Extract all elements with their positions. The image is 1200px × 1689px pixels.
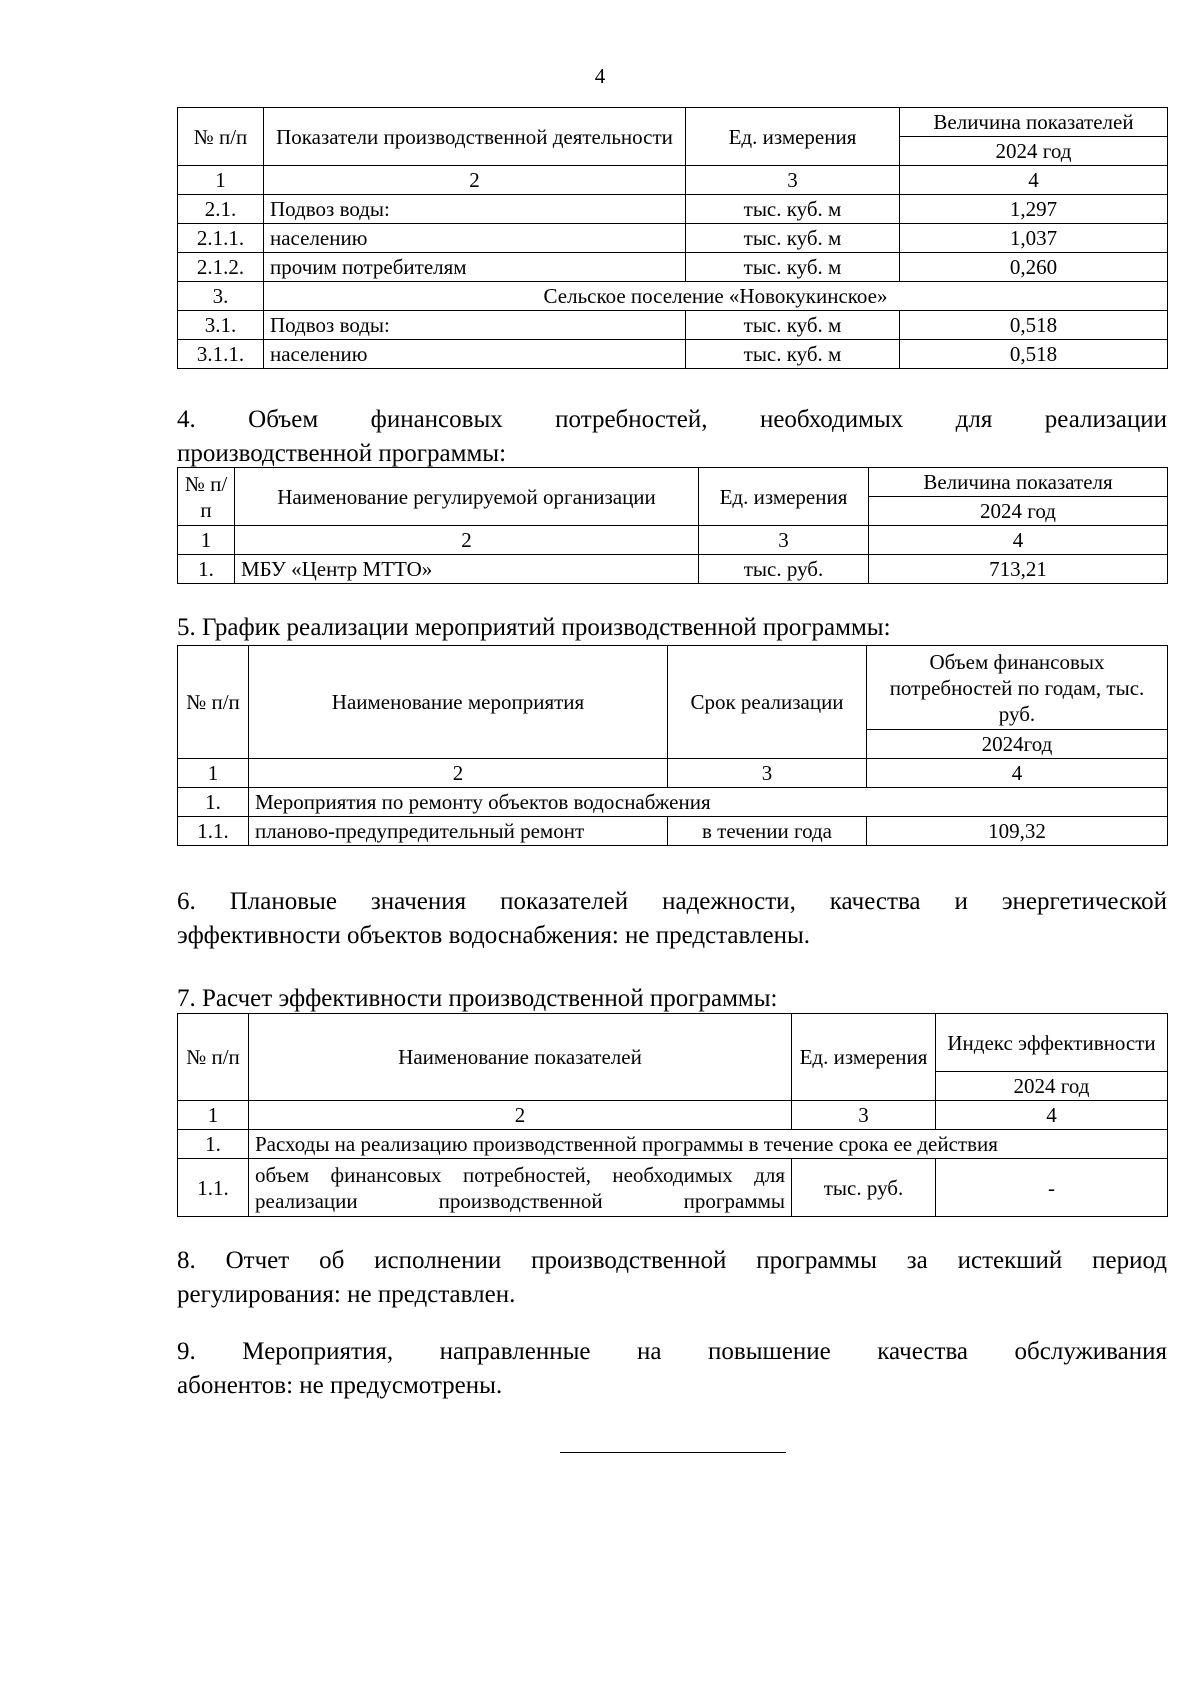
table-row <box>178 195 1168 224</box>
row-value: 0,518 <box>900 340 1168 369</box>
row-unit: тыс. куб. м <box>686 224 900 253</box>
row-unit: тыс. руб. <box>699 555 869 584</box>
table-row <box>178 253 1168 282</box>
row-unit: тыс. куб. м <box>686 340 900 369</box>
page-number: 4 <box>594 64 606 88</box>
header-term: Срок реализации <box>668 646 867 759</box>
header-org: Наименование регулируемой организации <box>235 468 699 526</box>
colnum: 3 <box>792 1101 936 1130</box>
colnum: 2 <box>249 1101 792 1130</box>
schedule-table <box>177 645 1168 846</box>
row-name: Подвоз воды: <box>264 195 686 224</box>
row-name: населению <box>264 224 686 253</box>
section-4-line2: производственной программы: <box>177 440 507 467</box>
header-value: Величина показателей <box>900 108 1168 137</box>
colnum: 1 <box>178 526 235 555</box>
header-name: Наименование мероприятия <box>249 646 668 759</box>
colnum: 4 <box>869 526 1168 555</box>
row-name: населению <box>264 340 686 369</box>
colnum: 4 <box>867 759 1168 788</box>
row-value: - <box>936 1159 1168 1217</box>
colnum: 2 <box>249 759 668 788</box>
section-8-line1: 8. Отчет об исполнении производственной программы за истекший период <box>177 1247 1167 1274</box>
row-unit: тыс. куб. м <box>686 253 900 282</box>
header-unit: Ед. измерения <box>792 1014 936 1101</box>
header-unit: Ед. измерения <box>699 468 869 526</box>
row-name: Подвоз воды: <box>264 311 686 340</box>
group-name: Расходы на реализацию производственной программы в течение срока ее действия <box>249 1130 1168 1159</box>
header-indicators: Показатели производственной деятельности <box>264 108 686 166</box>
efficiency-table <box>177 1013 1168 1217</box>
header-num: № п/п <box>178 646 249 759</box>
header-index: Индекс эффективности <box>936 1014 1168 1072</box>
row-unit: тыс. руб. <box>792 1159 936 1217</box>
colnum: 4 <box>900 166 1168 195</box>
section-4-line1: 4. Объем финансовых потребностей, необходимых для реализации <box>177 406 1167 433</box>
colnum: 3 <box>686 166 900 195</box>
row-num: 3.1.1. <box>178 340 264 369</box>
colnum: 4 <box>936 1101 1168 1130</box>
table-row <box>178 311 1168 340</box>
section-num: 3. <box>178 282 264 311</box>
row-num: 1. <box>178 555 235 584</box>
header-value: Величина показателя <box>869 468 1168 497</box>
colnum: 1 <box>178 166 264 195</box>
header-year: 2024 год <box>869 497 1168 526</box>
row-value: 109,32 <box>867 817 1168 846</box>
header-year: 2024 год <box>900 137 1168 166</box>
row-num: 1.1. <box>178 817 249 846</box>
row-unit: тыс. куб. м <box>686 195 900 224</box>
header-year: 2024год <box>867 730 1168 759</box>
header-num: № п/п <box>178 108 264 166</box>
row-name: объем финансовых потребностей, необходимых для реализации производственной программы <box>249 1159 792 1217</box>
row-value: 713,21 <box>869 555 1168 584</box>
row-num: 2.1.2. <box>178 253 264 282</box>
section-name: Сельское поселение «Новокукинское» <box>264 282 1168 311</box>
section-8-line2: регулирования: не представлен. <box>177 1281 516 1308</box>
row-num: 2.1. <box>178 195 264 224</box>
table-row <box>178 1159 1168 1217</box>
section-6-paragraph <box>177 885 1167 953</box>
header-volume: Объем финансовых потребностей по годам, тыс. руб. <box>867 646 1168 730</box>
section-9-paragraph <box>177 1335 1167 1403</box>
header-num: № п/п <box>178 468 235 526</box>
group-row <box>178 1130 1168 1159</box>
colnum: 2 <box>264 166 686 195</box>
row-term: в течении года <box>668 817 867 846</box>
row-num: 2.1.1. <box>178 224 264 253</box>
header-name: Наименование показателей <box>249 1014 792 1101</box>
section-8-paragraph <box>177 1244 1167 1312</box>
section-5-heading: 5. График реализации мероприятий производственной программы: <box>177 614 891 641</box>
row-name: прочим потребителям <box>264 253 686 282</box>
header-num: № п/п <box>178 1014 249 1101</box>
header-unit: Ед. измерения <box>686 108 900 166</box>
colnum: 3 <box>699 526 869 555</box>
row-name: планово-предупредительный ремонт <box>249 817 668 846</box>
section-row <box>178 282 1168 311</box>
table-row <box>178 555 1168 584</box>
row-value: 0,260 <box>900 253 1168 282</box>
colnum: 2 <box>235 526 699 555</box>
group-num: 1. <box>178 1130 249 1159</box>
end-divider <box>560 1452 786 1453</box>
section-9-line1: 9. Мероприятия, направленные на повышение качества обслуживания <box>177 1338 1167 1365</box>
colnum: 3 <box>668 759 867 788</box>
row-unit: тыс. куб. м <box>686 311 900 340</box>
group-num: 1. <box>178 788 249 817</box>
row-value: 0,518 <box>900 311 1168 340</box>
section-7-heading: 7. Расчет эффективности производственной программы: <box>177 985 778 1012</box>
colnum: 1 <box>178 1101 249 1130</box>
group-name: Мероприятия по ремонту объектов водоснабжения <box>249 788 1168 817</box>
group-row <box>178 788 1168 817</box>
section-6-line1: 6. Плановые значения показателей надежности, качества и энергетической <box>177 888 1167 915</box>
row-num: 1.1. <box>178 1159 249 1217</box>
header-year: 2024 год <box>936 1072 1168 1101</box>
production-indicators-table <box>177 107 1168 369</box>
table-row <box>178 340 1168 369</box>
section-6-line2: эффективности объектов водоснабжения: не представлены. <box>177 922 810 949</box>
row-name: МБУ «Центр МТТО» <box>235 555 699 584</box>
table-row <box>178 817 1168 846</box>
row-value: 1,037 <box>900 224 1168 253</box>
colnum: 1 <box>178 759 249 788</box>
section-9-line2: абонентов: не предусмотрены. <box>177 1372 503 1399</box>
financial-needs-table <box>177 467 1168 584</box>
table-row <box>178 224 1168 253</box>
row-num: 3.1. <box>178 311 264 340</box>
row-value: 1,297 <box>900 195 1168 224</box>
section-4-heading <box>177 403 1167 471</box>
